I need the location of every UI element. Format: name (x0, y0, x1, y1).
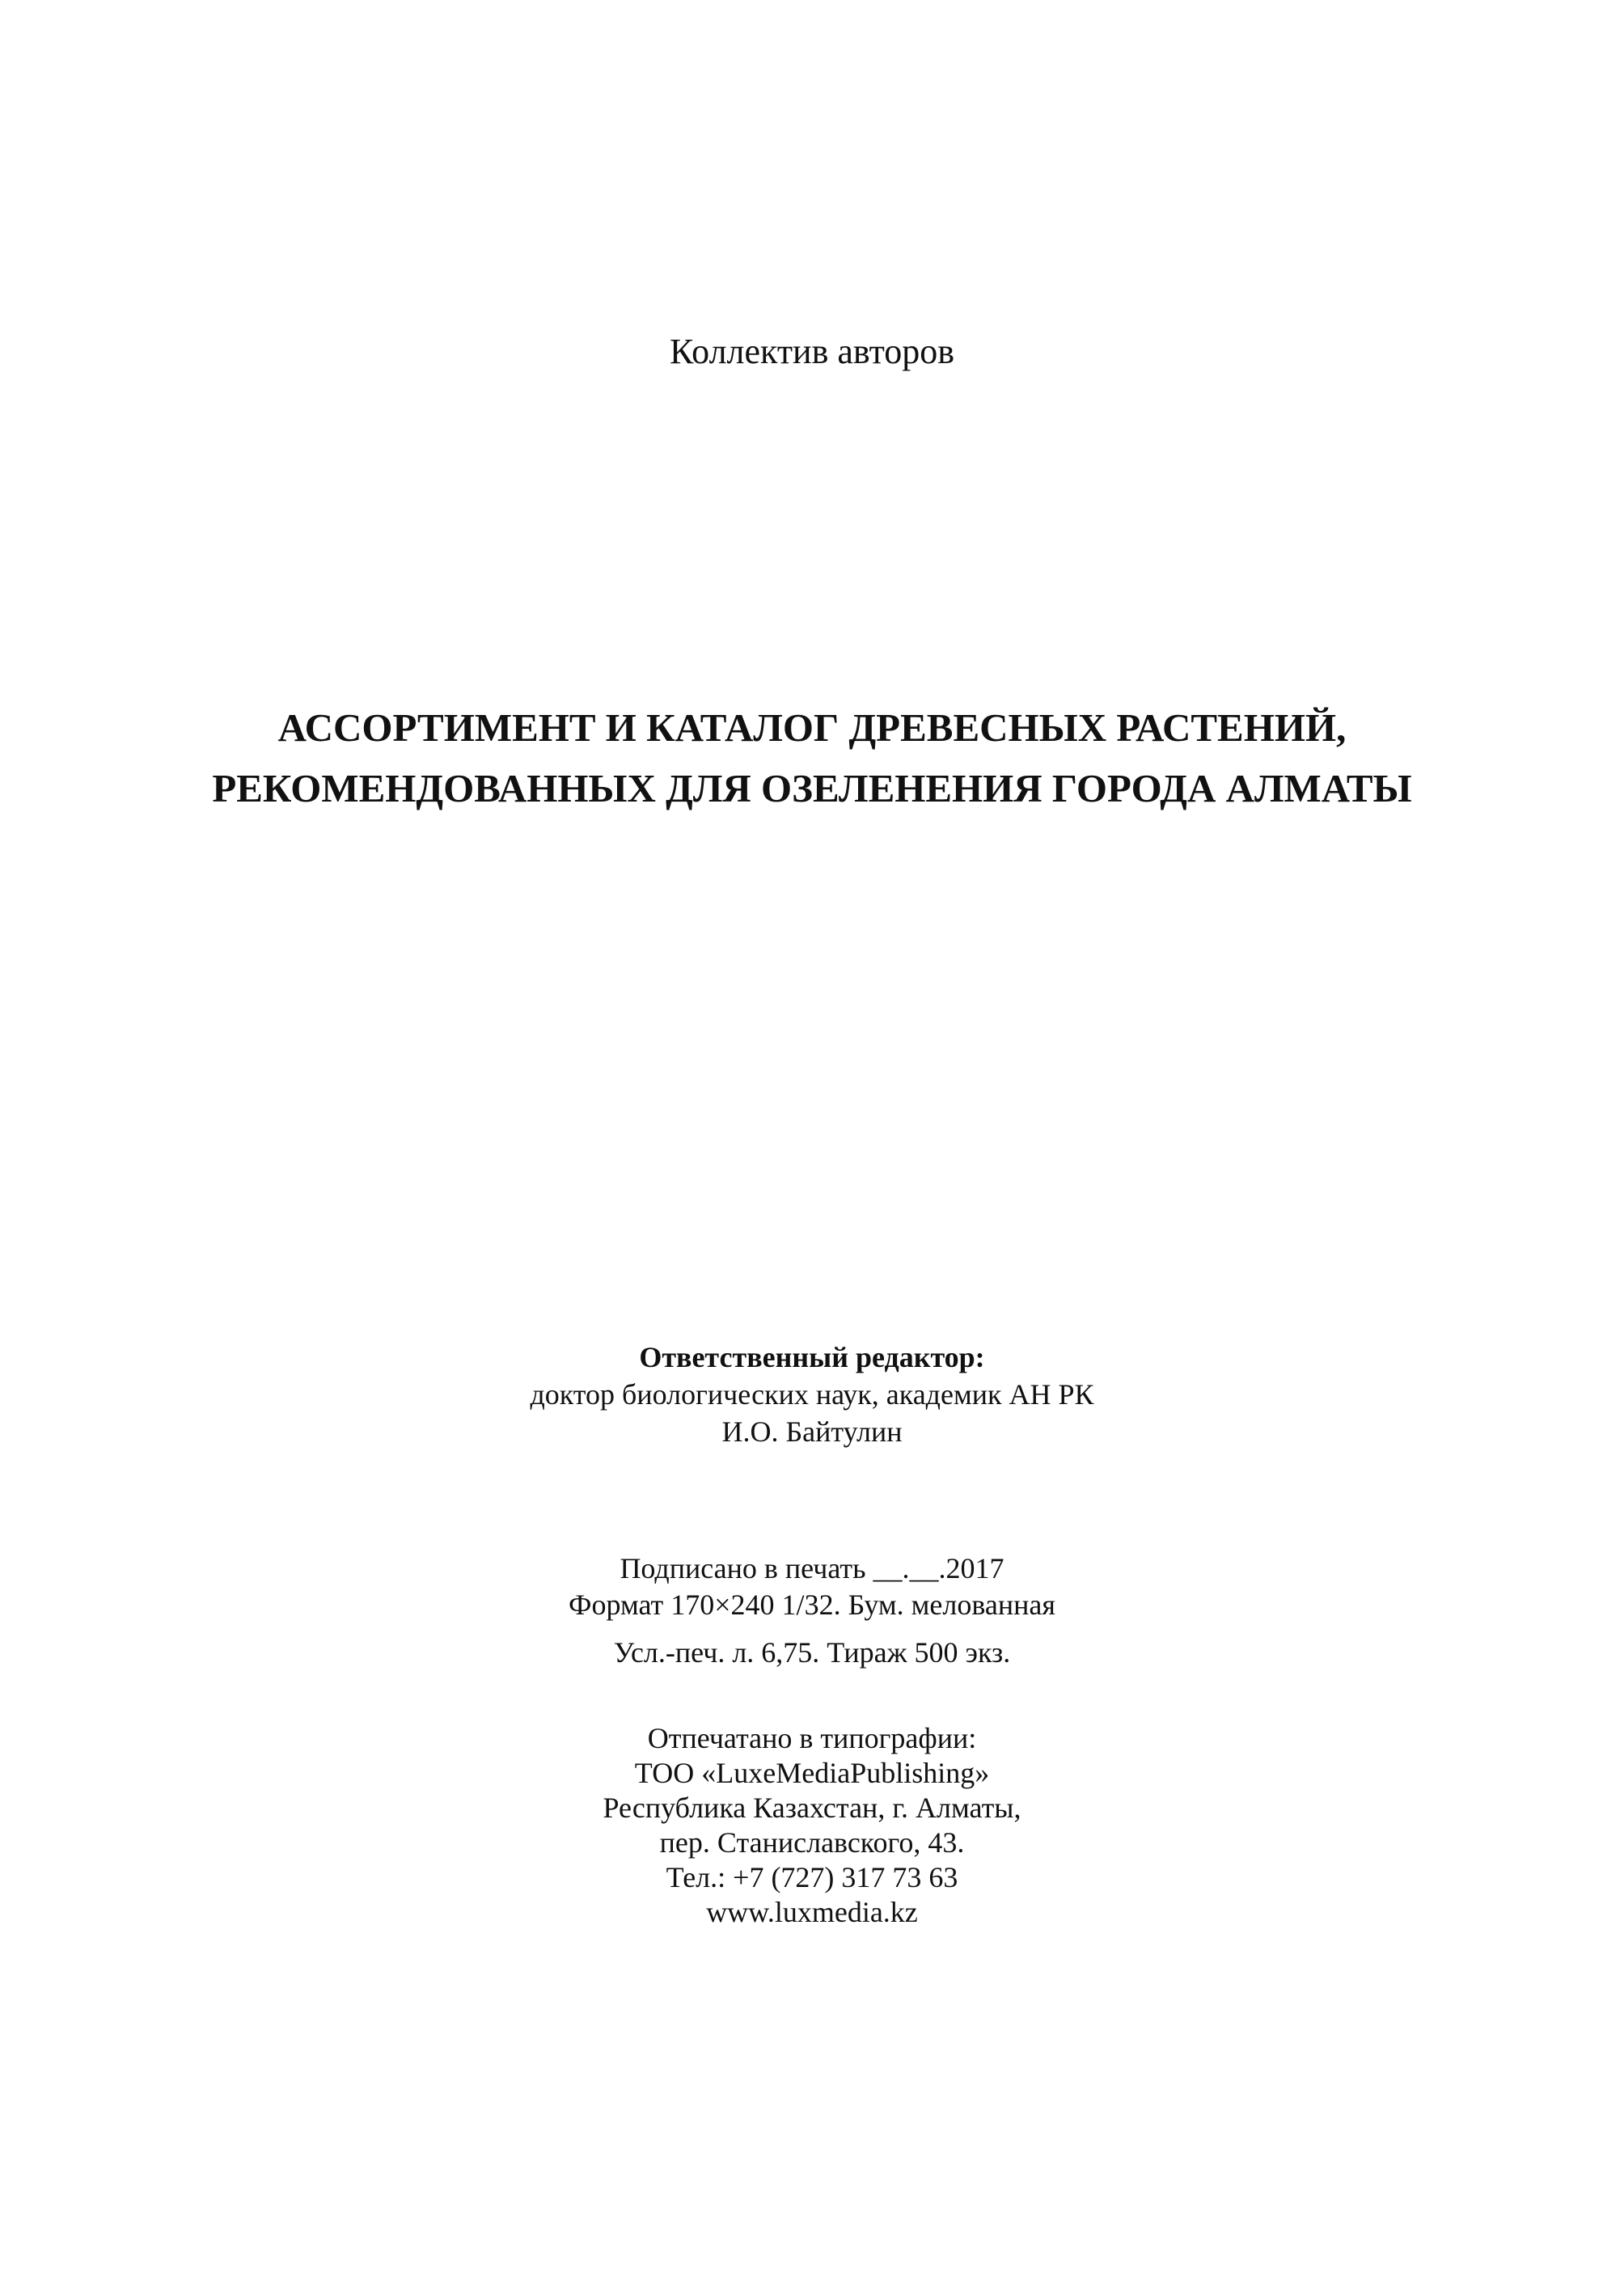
editor-name: И.О. Байтулин (721, 1415, 903, 1448)
printer-street: пер. Станиславского, 43. (659, 1826, 965, 1859)
sheets-info: Усл.-печ. л. 6,75. Тираж 500 экз. (613, 1636, 1011, 1669)
printer-heading: Отпечатано в типографии: (647, 1722, 977, 1754)
editor-heading: Ответственный редактор: (639, 1341, 985, 1373)
printer-city: Республика Казахстан, г. Алматы, (603, 1792, 1021, 1824)
authors-line: Коллектив авторов (670, 332, 954, 371)
book-title (0, 697, 1624, 819)
book-title-line-2: РЕКОМЕНДОВАННЫХ ДЛЯ ОЗЕЛЕНЕНИЯ ГОРОДА АЛМАТЫ (212, 766, 1412, 810)
editor-block (0, 1339, 1624, 1450)
book-title-line-1: АССОРТИМЕНТ И КАТАЛОГ ДРЕВЕСНЫХ РАСТЕНИЙ, (277, 705, 1347, 750)
printer-website: www.luxmedia.kz (706, 1896, 918, 1928)
signed-to-print: Подписано в печать __.__.2017 (620, 1552, 1004, 1584)
print-info-block (0, 1551, 1624, 1671)
printer-phone: Тел.: +7 (727) 317 73 63 (666, 1861, 958, 1893)
printer-company: ТОО «LuxeMediaPublishing» (634, 1757, 990, 1789)
format-info: Формат 170×240 1/32. Бум. мелованная (569, 1589, 1055, 1621)
printer-block (0, 1721, 1624, 1930)
editor-credentials: доктор биологических наук, академик АН РК (530, 1378, 1094, 1411)
